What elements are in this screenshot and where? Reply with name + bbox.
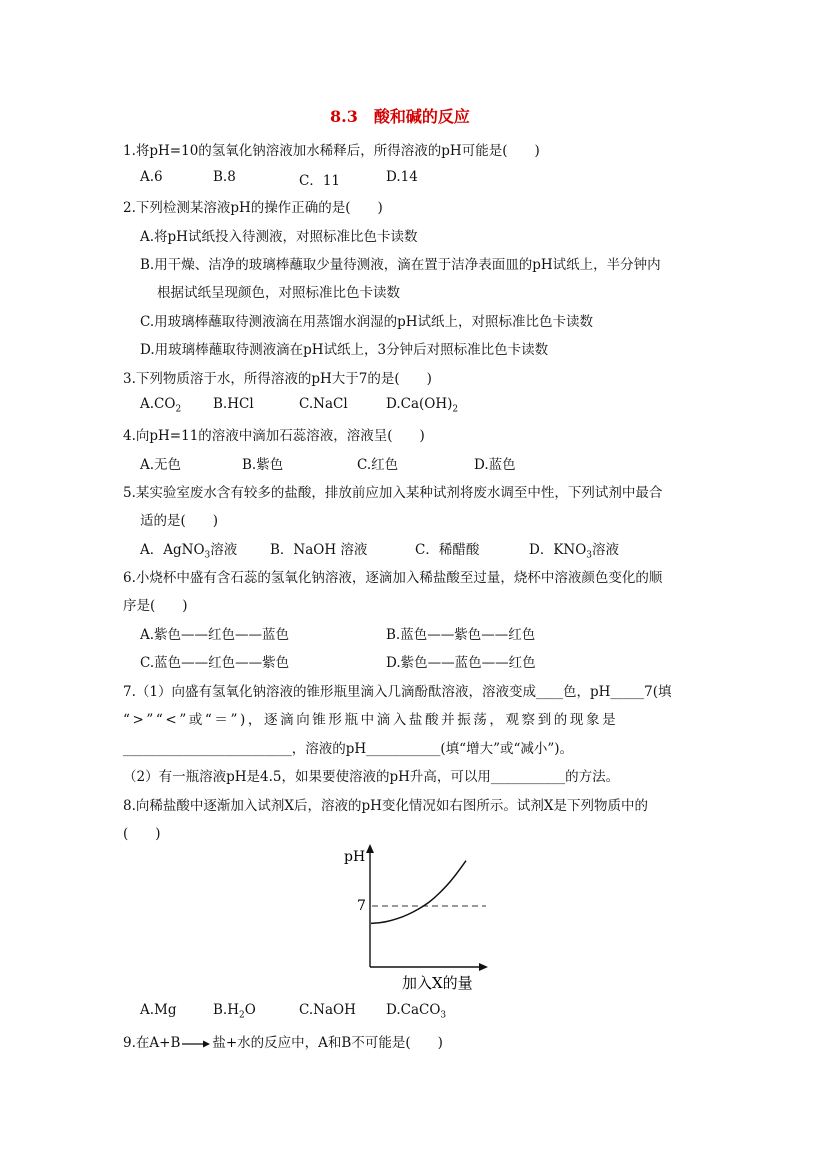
q1-option-c: C．11 <box>299 173 341 189</box>
q3-option-b: B.HCl <box>213 396 254 412</box>
q8-option-a: A.Mg <box>140 1002 177 1018</box>
q8-option-d: D.CaCO$_3$ <box>386 1002 447 1021</box>
reference-tick-label: 7 <box>357 898 366 914</box>
q1-option-d: D.14 <box>386 169 418 185</box>
q2-option-a: A.将pH试纸投入待测液，对照标准比色卡读数 <box>140 229 418 245</box>
q7-line3: _________________________，溶液的pH___________(填“增大”或“减小”)。 <box>123 741 574 757</box>
q4-option-a: A.无色 <box>140 457 182 473</box>
q5-stem: 5.某实验室废水含有较多的盐酸，排放前应加入某种试剂将废水调至中性，下列试剂中最合 <box>123 485 663 501</box>
x-axis-label: 加入X的量 <box>402 974 473 992</box>
arrow-icon <box>181 1038 211 1050</box>
q2-option-d: D.用玻璃棒蘸取待测液滴在pH试纸上，3分钟后对照标准比色卡读数 <box>140 342 549 358</box>
q5-option-d: D．$KNO_3$溶液 <box>529 542 620 561</box>
q8-stem: 8.向稀盐酸中逐渐加入试剂X后，溶液的pH变化情况如右图所示。试剂X是下列物质中的 <box>123 798 649 814</box>
q2-option-b: B.用干燥、洁净的玻璃棒蘸取少量待测液，滴在置于洁净表面皿的pH试纸上，半分钟内 <box>140 257 661 273</box>
q6-option-c: C.蓝色——红色——紫色 <box>140 655 290 671</box>
q7-line1: 7.（1）向盛有氢氧化钠溶液的锥形瓶里滴入几滴酚酞溶液，溶液变成____色，pH_____7(填 <box>123 684 672 700</box>
q8-stem-cont: ( ) <box>123 826 161 842</box>
q3-stem: 3.下列物质溶于水，所得溶液的pH大于7的是( ) <box>123 371 432 387</box>
q5-option-c: C．稀醋酸 <box>415 542 480 558</box>
q2-stem: 2.下列检测某溶液pH的操作正确的是( ) <box>123 200 383 216</box>
q8-option-b: $B.H_2O$ <box>213 1002 256 1021</box>
q9-stem: 9.在A+B 盐+水的反应中，A和B不可能是( ) <box>123 1035 443 1051</box>
q3-option-d: $D.Ca(OH)_2$ <box>386 396 459 415</box>
q4-option-d: D.蓝色 <box>474 457 516 473</box>
q1-option-b: B.8 <box>213 169 236 185</box>
q6-stem-cont: 序是( ) <box>123 598 188 614</box>
x-axis-arrow-icon <box>479 963 488 971</box>
q5-stem-cont: 适的是( ) <box>140 513 219 529</box>
q8-option-c: C.NaOH <box>299 1002 356 1018</box>
q1-stem: 1.将pH=10的氢氧化钠溶液加水稀释后，所得溶液的pH可能是( ) <box>123 143 540 159</box>
q6-option-b: B.蓝色——紫色——红色 <box>386 627 536 643</box>
q5-option-b: B．NaOH 溶液 <box>270 542 368 558</box>
y-axis-label: pH <box>344 849 366 865</box>
q4-option-c: C.红色 <box>357 457 399 473</box>
q5-option-a: A．AgNO$_3$溶液 <box>140 542 238 561</box>
q6-stem: 6.小烧杯中盛有含石蕊的氢氧化钠溶液，逐滴加入稀盐酸至过量，烧杯中溶液颜色变化的顺 <box>123 570 663 586</box>
q4-option-b: B.紫色 <box>242 457 284 473</box>
page-title: 8.3 酸和碱的反应 <box>330 107 470 126</box>
q6-option-d: D.紫色——蓝色——红色 <box>386 655 536 671</box>
q3-option-c: C.NaCl <box>299 396 348 412</box>
series-line <box>371 861 466 924</box>
q2-option-c: C.用玻璃棒蘸取待测液滴在用蒸馏水润湿的pH试纸上，对照标准比色卡读数 <box>140 314 594 330</box>
q6-option-a: A.紫色——红色——蓝色 <box>140 627 290 643</box>
q3-option-a: $A.CO_2$ <box>140 396 182 415</box>
q1-option-a: A.6 <box>140 169 163 185</box>
q2-option-b-cont: 根据试纸呈现颜色，对照标准比色卡读数 <box>157 285 400 301</box>
y-axis-arrow-icon <box>366 844 374 853</box>
q4-stem: 4.向pH=11的溶液中滴加石蕊溶液，溶液呈( ) <box>123 428 425 444</box>
q7-line4: （2）有一瓶溶液pH是4.5，如果要使溶液的pH升高，可以用___________的方法。 <box>123 769 620 785</box>
q7-line2: “>”“<”或“＝”)，逐滴向锥形瓶中滴入盐酸并振荡，观察到的现象是 <box>123 712 619 728</box>
